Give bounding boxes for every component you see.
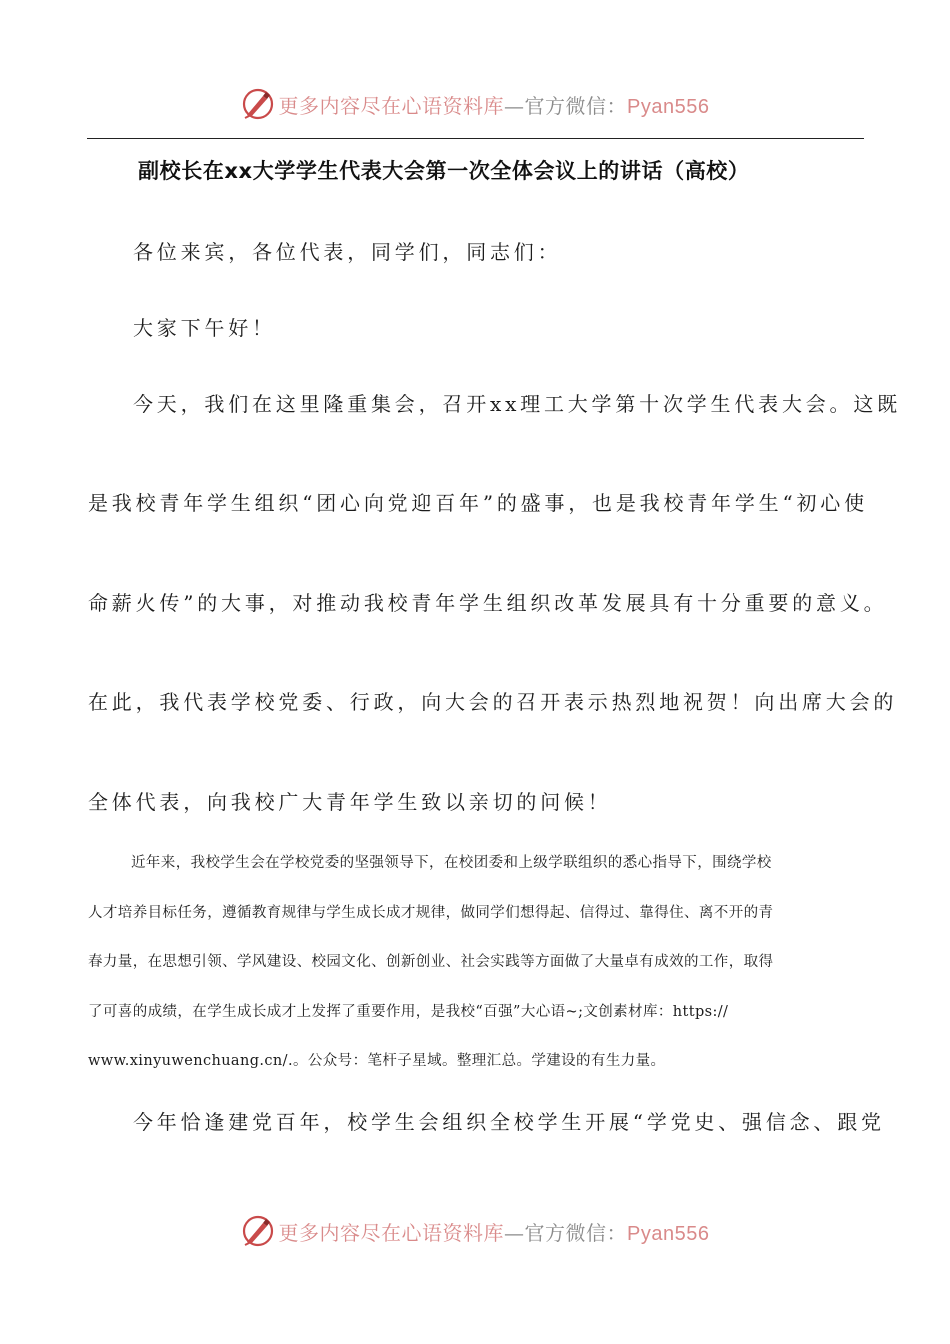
- banner-brand: 更多内容尽在心语资料库: [278, 93, 505, 118]
- hello-line: 大家下午好！: [133, 316, 276, 340]
- banner-official-label: 官方微信：: [524, 93, 628, 118]
- paragraph-1-line-5: 全体代表，向我校广大青年学生致以亲切的问候！: [88, 790, 612, 814]
- paragraph-1-line-2: 是我校青年学生组织“团心向党迎百年”的盛事，也是我校青年学生“初心使: [88, 491, 868, 515]
- header-banner: [0, 80, 950, 128]
- paragraph-2-line-2: 人才培养目标任务，遵循教育规律与学生成长成才规律，做同学们想得起、信得过、靠得住、离不开的青: [88, 905, 774, 921]
- pen-logo-icon: [241, 87, 275, 121]
- paragraph-3-line-1: 今年恰逢建党百年，校学生会组织全校学生开展“学党史、强信念、跟党: [133, 1110, 885, 1134]
- paragraph-2-line-1: 近年来，我校学生会在学校党委的坚强领导下，在校团委和上级学联组织的悉心指导下，围绕学校: [131, 855, 772, 871]
- pen-logo-icon: [241, 1214, 275, 1248]
- banner-wechat-id: Pyan556: [627, 95, 710, 118]
- banner-official-label: 官方微信：: [524, 1220, 628, 1245]
- paragraph-1-line-1: 今天，我们在这里隆重集会，召开xx理工大学第十次学生代表大会。这既: [133, 392, 901, 416]
- paragraph-2-line-3: 春力量，在思想引领、学风建设、校园文化、创新创业、社会实践等方面做了大量卓有成效的工作，取得: [88, 954, 774, 970]
- document-title: 副校长在xx大学学生代表大会第一次全体会议上的讲话（高校）: [138, 159, 750, 183]
- banner-brand: 更多内容尽在心语资料库: [278, 1220, 505, 1245]
- banner-dash: —: [504, 93, 525, 118]
- banner-wechat-id: Pyan556: [627, 1222, 710, 1245]
- banner-text: [279, 1217, 710, 1246]
- header-rule: [87, 138, 864, 139]
- paragraph-2-line-4: 了可喜的成绩，在学生成长成才上发挥了重要作用，是我校“百强”大心语~;文创素材库：https://: [88, 1004, 729, 1020]
- greeting-line: 各位来宾，各位代表，同学们，同志们：: [133, 240, 562, 264]
- paragraph-2-line-5: www.xinyuwenchuang.cn/.。公众号：笔杆子星域。整理汇总。学建设的有生力量。: [88, 1053, 666, 1069]
- footer-banner: [0, 1207, 950, 1255]
- paragraph-1-line-3: 命薪火传”的大事，对推动我校青年学生组织改革发展具有十分重要的意义。: [88, 591, 888, 615]
- banner-text: [279, 90, 710, 119]
- banner-dash: —: [504, 1220, 525, 1245]
- paragraph-1-line-4: 在此，我代表学校党委、行政，向大会的召开表示热烈地祝贺！向出席大会的: [88, 690, 898, 714]
